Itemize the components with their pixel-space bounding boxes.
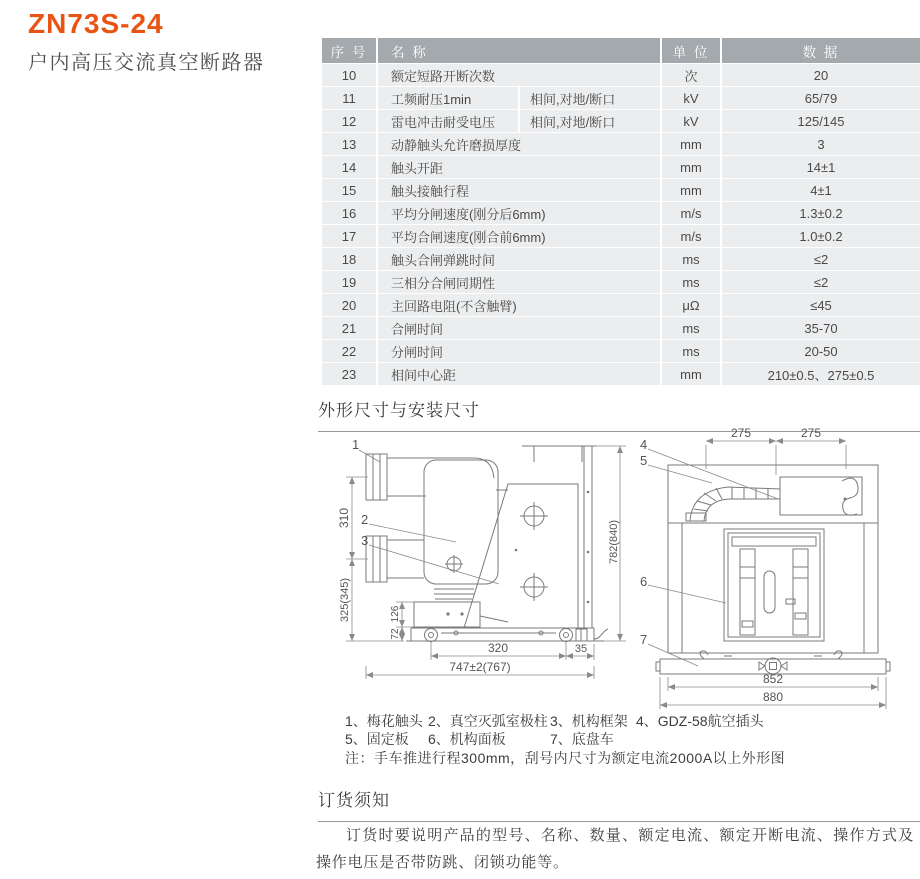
cell-no: 15 [322,179,376,201]
callout-3: 3 [361,533,369,548]
ordering-body: 订货时要说明产品的型号、名称、数量、额定电流、额定开断电流、操作方式及操作电压是否带防跳、闭锁功能等。 [316,827,914,871]
front-view-labels [640,426,821,704]
dim-880-label: 880 [762,690,784,704]
cell-data: ≤45 [722,294,920,316]
table-row [322,225,920,247]
cell-name-sub: 相间,对地/断口 [520,110,660,132]
cell-no: 17 [322,225,376,247]
front-view-outline [656,465,890,674]
dim-275-left-label: 275 [730,426,752,440]
cell-unit: m/s [662,225,720,247]
spec-table [322,38,920,386]
table-row [322,363,920,385]
dim-275-right-label: 275 [800,426,822,440]
cell-no: 12 [322,110,376,132]
callout-1: 1 [352,437,360,452]
cell-no: 11 [322,87,376,109]
dim-35-label: 35 [574,643,588,655]
page-title: ZN73S-24 [28,8,164,39]
cell-unit: kV [662,87,720,109]
callout-4: 4 [640,437,648,452]
legend-item [636,730,764,748]
cell-name: 工频耐压1min [378,87,518,109]
cell-name: 平均合闸速度(刚合前6mm) [378,225,660,247]
cell-no: 22 [322,340,376,362]
cell-name: 触头开距 [378,156,660,178]
drawing-legend [345,712,764,748]
cell-no: 19 [322,271,376,293]
front-view-drawing [628,425,920,715]
cell-name-sub: 相间,对地/断口 [520,87,660,109]
table-header-row [322,38,920,63]
cell-name: 相间中心距 [378,363,660,385]
cell-no: 23 [322,363,376,385]
cell-data: 35-70 [722,317,920,339]
cell-unit: ms [662,248,720,270]
table-row [322,317,920,339]
legend-line-1 [345,712,764,730]
cell-name: 额定短路开断次数 [378,64,660,86]
dim-320-label: 320 [487,641,509,655]
callout-7: 7 [640,632,648,647]
cell-unit: ms [662,271,720,293]
table-row [322,179,920,201]
legend-item: 6、机构面板 [428,731,506,747]
cell-data: 20-50 [722,340,920,362]
callout-5: 5 [640,453,648,468]
cell-data: 125/145 [722,110,920,132]
cell-name: 动静触头允许磨损厚度 [378,133,660,155]
cell-data: 4±1 [722,179,920,201]
cell-data: ≤2 [722,248,920,270]
legend-item: 5、固定板 [345,731,409,747]
section-heading-ordering: 订货须知 [318,786,920,822]
legend-item: 1、梅花触头 [345,713,423,729]
cell-no: 14 [322,156,376,178]
col-header-no: 序 号 [322,38,376,63]
dim-310-label: 310 [337,507,351,529]
table-row [322,133,920,155]
cell-data: 20 [722,64,920,86]
dim-72-label: 72 [390,628,401,640]
callout-2: 2 [361,512,369,527]
table-row [322,294,920,316]
table-row [322,202,920,224]
table-row [322,64,920,86]
table-row [322,156,920,178]
cell-unit: μΩ [662,294,720,316]
legend-item: 3、机构框架 [550,713,628,729]
dim-852-label: 852 [762,672,784,686]
table-row [322,110,920,132]
drawing-note: 注：手车推进行程300mm，刮号内尺寸为额定电流2000A以上外形图 [345,750,786,766]
dim-782-label: 782(840) [608,519,620,565]
col-header-data: 数 据 [722,38,920,63]
legend-item: 7、底盘车 [550,731,614,747]
legend-line-2 [345,730,764,748]
dim-747-label: 747±2(767) [449,660,511,674]
cell-name: 触头接触行程 [378,179,660,201]
col-header-unit: 单 位 [662,38,720,63]
cell-name: 主回路电阻(不含触臂) [378,294,660,316]
cell-name: 合闸时间 [378,317,660,339]
dim-126-label: 126 [390,605,401,623]
front-view-dimension-lines [648,441,886,709]
callout-6: 6 [640,574,648,589]
cell-unit: m/s [662,202,720,224]
page-subtitle: 户内高压交流真空断路器 [28,52,265,74]
section-heading-dimensions: 外形尺寸与安装尺寸 [318,396,920,432]
cell-name: 三相分合闸同期性 [378,271,660,293]
cell-name: 平均分闸速度(刚分后6mm) [378,202,660,224]
cell-data: ≤2 [722,271,920,293]
cell-data: 210±0.5、275±0.5 [722,363,920,385]
cell-name: 雷电冲击耐受电压 [378,110,518,132]
cell-unit: ms [662,317,720,339]
side-view-drawing [336,432,636,717]
col-header-name: 名 称 [378,38,660,63]
cell-data: 65/79 [722,87,920,109]
cell-data: 1.0±0.2 [722,225,920,247]
cell-no: 21 [322,317,376,339]
legend-item: 4、GDZ-58航空插头 [636,713,764,729]
table-row [322,271,920,293]
cell-data: 1.3±0.2 [722,202,920,224]
cell-unit: mm [662,156,720,178]
table-row [322,340,920,362]
cell-name: 触头合闸弹跳时间 [378,248,660,270]
cell-data: 3 [722,133,920,155]
cell-no: 13 [322,133,376,155]
dim-325-label: 325(345) [339,577,351,623]
cell-no: 18 [322,248,376,270]
cell-unit: ms [662,340,720,362]
cell-no: 10 [322,64,376,86]
cell-name: 分闸时间 [378,340,660,362]
cell-data: 14±1 [722,156,920,178]
cell-no: 16 [322,202,376,224]
cell-unit: mm [662,363,720,385]
table-row [322,87,920,109]
cell-no: 20 [322,294,376,316]
cell-unit: kV [662,110,720,132]
table-row [322,248,920,270]
cell-unit: 次 [662,64,720,86]
cell-unit: mm [662,179,720,201]
legend-item: 2、真空灭弧室极柱 [428,713,548,729]
cell-unit: mm [662,133,720,155]
